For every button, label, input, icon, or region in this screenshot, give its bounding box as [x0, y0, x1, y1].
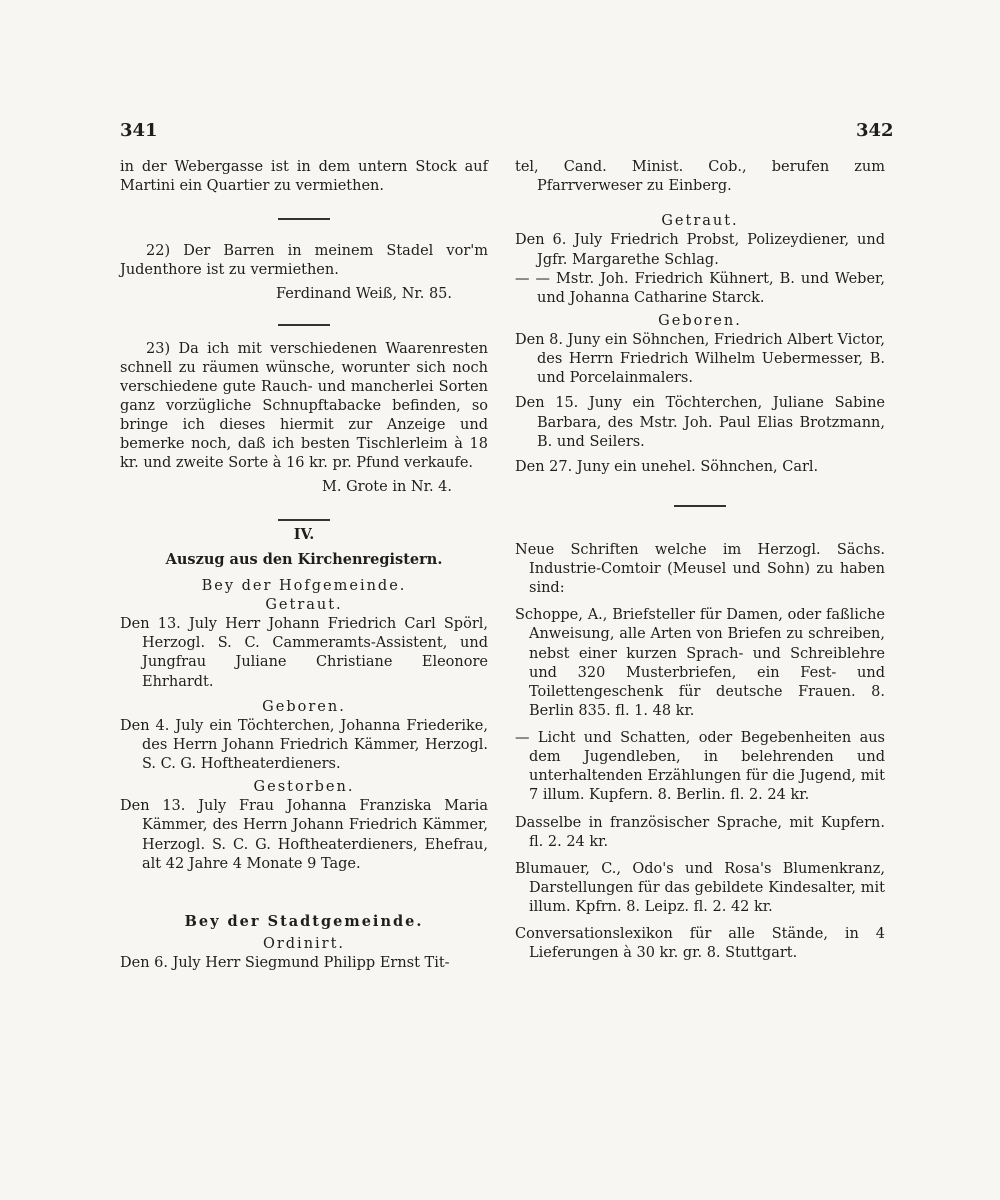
advert-22-signature: Ferdinand Weiß, Nr. 85.: [275, 285, 452, 302]
register-entry: Den 8. Juny ein Söhnchen, Friedrich Albert Victor, des Herrn Friedrich Wilhelm Uebermesser, B. und Porcelainmalers.: [515, 332, 885, 387]
book-listing: Blumauer, C., Odo's und Rosa's Blumenkranz, Darstellungen für das gebildete Kindesalter, mit illum. Kpfrn. 8. Leipz. fl. 2. 42 kr.: [515, 860, 885, 915]
category-heading: Ordinirt.: [262, 935, 346, 952]
category-heading: Gestorben.: [253, 779, 355, 796]
advert-23-signature: M. Grote in Nr. 4.: [322, 478, 452, 495]
advert-continuation: in der Webergasse ist in dem untern Stock auf Martini ein Quartier zu vermiethen.: [120, 159, 488, 195]
register-entry: Den 13. July Frau Johanna Franziska Maria Kämmer, des Herrn Johann Friedrich Kämmer, Herzogl. S. C. G. Hoftheaterdieners, Ehefrau, alt 42 Jahre 4 Monate 9 Tage.: [120, 798, 488, 872]
books-heading: Neue Schriften welche im Herzogl. Sächs. Industrie-Comtoir (Meusel und Sohn) zu haben sind:: [515, 541, 885, 597]
subsection-heading: Bey der Hofgemeinde.: [201, 577, 407, 594]
book-listing: — Licht und Schatten, oder Begebenheiten aus dem Jugendleben, in belehrenden und unterhaltenden Erzählungen für die Jugend, mit 7 illum. Kupfern. 8. Berlin. fl. 2. 24 kr.: [515, 730, 885, 804]
category-heading: Geboren.: [658, 312, 742, 329]
section-title: Auszug aus den Kirchenregistern.: [165, 550, 443, 568]
register-entry: Den 6. July Herr Siegmund Philipp Ernst Tit-: [120, 955, 450, 971]
page-number-left: 341: [120, 120, 158, 141]
category-heading: Getraut.: [661, 213, 739, 230]
section-numeral: IV.: [293, 525, 315, 543]
subsection-heading: Bey der Stadtgemeinde.: [184, 912, 424, 930]
register-entry: Den 13. July Herr Johann Friedrich Carl Spörl, Herzogl. S. C. Cammeramts-Assistent, und Jungfrau Juliane Christiane Eleonore Ehrhardt.: [120, 616, 488, 690]
register-entry: — — Mstr. Joh. Friedrich Kühnert, B. und Weber, und Johanna Catharine Starck.: [515, 270, 885, 306]
divider: [278, 519, 330, 521]
register-entry-continuation: tel, Cand. Minist. Cob., berufen zum Pfarrverweser zu Einberg.: [515, 159, 885, 195]
advert-22-text: 22) Der Barren in meinem Stadel vor'm Judenthore ist zu vermiethen.: [120, 243, 488, 279]
category-heading: Getraut.: [265, 597, 343, 613]
register-entry: Den 15. Juny ein Töchterchen, Juliane Sabine Barbara, des Mstr. Joh. Paul Elias Brotzmann, B. und Seilers.: [515, 395, 885, 450]
book-listing: Conversationslexikon für alle Stände, in 4 Lieferungen à 30 kr. gr. 8. Stuttgart.: [515, 926, 885, 962]
category-heading: Geboren.: [262, 698, 346, 715]
left-column: [120, 158, 488, 973]
right-column: [515, 158, 885, 963]
register-entry: Den 27. Juny ein unehel. Söhnchen, Carl.: [515, 458, 819, 475]
advert-23-text: 23) Da ich mit verschiedenen Waarenresten schnell zu räumen wünsche, worunter sich noch verschiedene gute Rauch- und mancherlei Sorten ganz vorzügliche Schnupftabacke befinden, so bringe ich dieses hiermit zur Anzeige und bemerke noch, daß ich besten Tischlerleim à 18 kr. und zweite Sorte à 16 kr. pr. Pfund verkaufe.: [120, 340, 488, 472]
book-listing: Dasselbe in französischer Sprache, mit Kupfern. fl. 2. 24 kr.: [515, 814, 885, 850]
register-entry: Den 6. July Friedrich Probst, Polizeydiener, und Jgfr. Margarethe Schlag.: [515, 232, 885, 268]
book-listing: Schoppe, A., Briefsteller für Damen, oder faßliche Anweisung, alle Arten von Briefen zu schreiben, nebst einer kurzen Sprach- und Schreiblehre und 320 Musterbriefen, ein Fest- und Toilettengeschenk für deutsche Frauen. 8. Berlin 835. fl. 1. 48 kr.: [515, 607, 885, 719]
page-number-right: 342: [856, 120, 894, 141]
register-entry: Den 4. July ein Töchterchen, Johanna Friederike, des Herrn Johann Friedrich Kämmer, Herzogl. S. C. G. Hoftheaterdieners.: [120, 717, 488, 772]
